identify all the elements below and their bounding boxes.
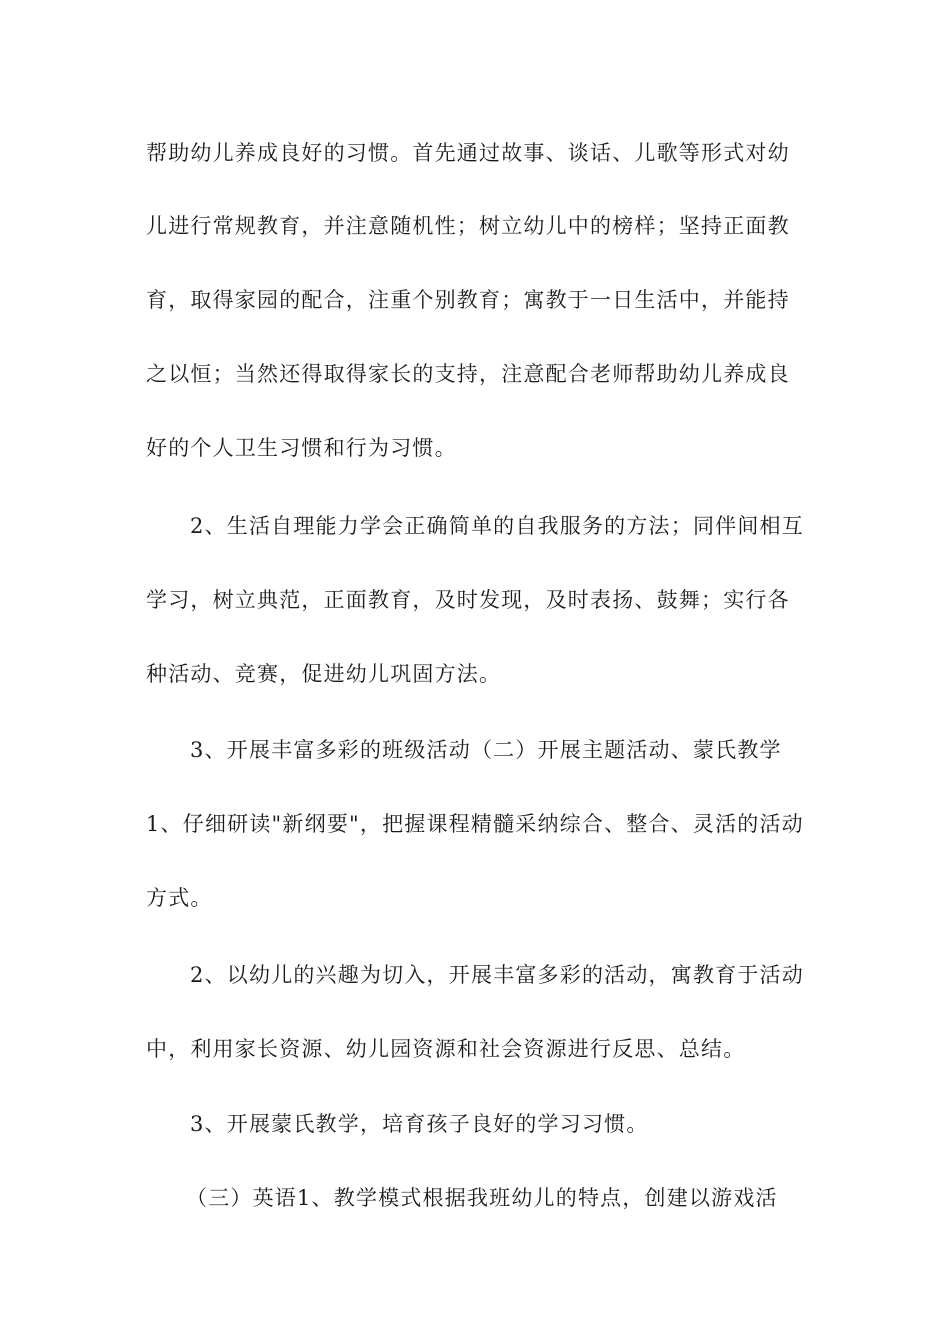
paragraph-item-3: 3、开展丰富多彩的班级活动（二）开展主题活动、蒙氏教学 xyxy=(190,738,782,762)
text-line: 好的个人卫生习惯和行为习惯。 xyxy=(146,436,457,460)
paragraph-item-3b: 3、开展蒙氏教学，培育孩子良好的学习习惯。 xyxy=(190,1112,649,1136)
paragraph-item-2b: 2、以幼儿的兴趣为切入，开展丰富多彩的活动，寓教育于活动 xyxy=(190,963,804,987)
text-line: 学习，树立典范，正面教育，及时发现，及时表扬、鼓舞；实行各 xyxy=(146,588,790,612)
section-heading-english: （三）英语1、教学模式根据我班幼儿的特点，创建以游戏活 xyxy=(186,1186,778,1210)
text-line: 育，取得家园的配合，注重个别教育；寓教于一日生活中，并能持 xyxy=(146,288,790,312)
text-line: 中，利用家长资源、幼儿园资源和社会资源进行反思、总结。 xyxy=(146,1037,746,1061)
text-line: 种活动、竞赛，促进幼儿巩固方法。 xyxy=(146,662,502,686)
text-line: 1、仔细研读"新纲要"，把握课程精髓采纳综合、整合、灵活的活动 xyxy=(146,812,804,836)
text-line: 之以恒；当然还得取得家长的支持，注意配合老师帮助幼儿养成良 xyxy=(146,362,790,386)
paragraph-item-2: 2、生活自理能力学会正确简单的自我服务的方法；同伴间相互 xyxy=(190,514,804,538)
text-line: 方式。 xyxy=(146,886,213,910)
text-line: 帮助幼儿养成良好的习惯。首先通过故事、谈话、儿歌等形式对幼 xyxy=(146,141,790,165)
text-line: 儿进行常规教育，并注意随机性；树立幼儿中的榜样；坚持正面教 xyxy=(146,214,790,238)
